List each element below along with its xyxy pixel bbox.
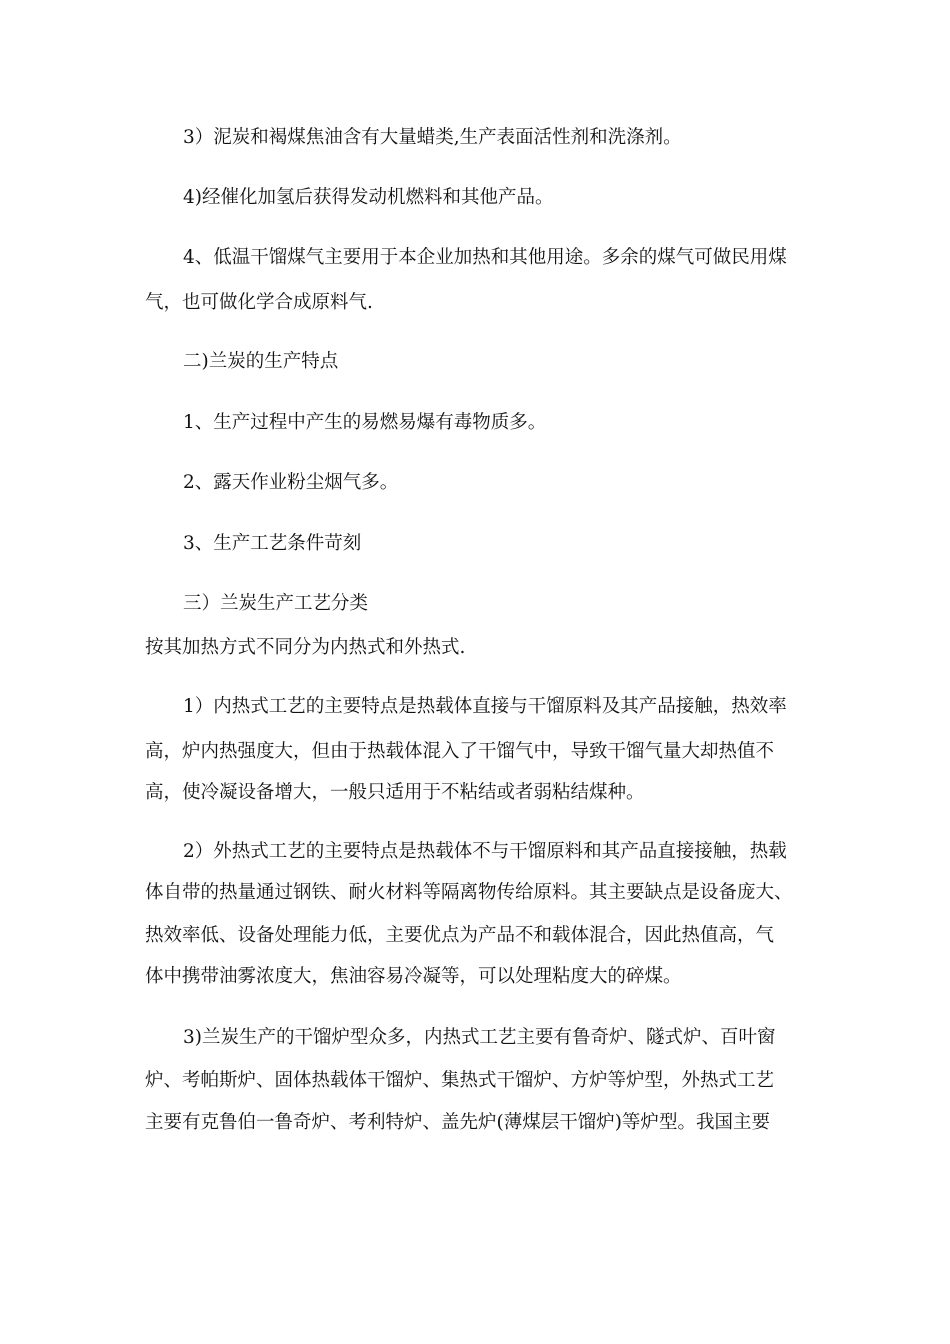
text-line: 高，炉内热强度大，但由于热载体混入了干馏气中，导致干馏气量大却热值不 bbox=[145, 741, 775, 762]
text-line: 3)兰炭生产的干馏炉型众多，内热式工艺主要有鲁奇炉、隧式炉、百叶窗 bbox=[183, 1027, 776, 1048]
text-line: 3、生产工艺条件苛刻 bbox=[183, 533, 362, 554]
text-line: 1、生产过程中产生的易燃易爆有毒物质多。 bbox=[183, 412, 547, 433]
text-line: 体自带的热量通过钢铁、耐火材料等隔离物传给原料。其主要缺点是设备庞大、 bbox=[145, 882, 793, 903]
text-line: 高，使冷凝设备增大，一般只适用于不粘结或者弱粘结煤种。 bbox=[145, 782, 645, 803]
section-heading: 三）兰炭生产工艺分类 bbox=[183, 593, 369, 614]
text-line: 4)经催化加氢后获得发动机燃料和其他产品。 bbox=[183, 187, 554, 208]
text-line: 4、低温干馏煤气主要用于本企业加热和其他用途。多余的煤气可做民用煤 bbox=[183, 247, 787, 268]
text-line: 2、露天作业粉尘烟气多。 bbox=[183, 472, 399, 493]
text-line: 炉、考帕斯炉、固体热载体干馏炉、集热式干馏炉、方炉等炉型，外热式工艺 bbox=[145, 1070, 775, 1091]
text-line: 主要有克鲁伯一鲁奇炉、考利特炉、盖先炉(薄煤层干馏炉)等炉型。我国主要 bbox=[145, 1112, 770, 1133]
text-line: 按其加热方式不同分为内热式和外热式. bbox=[145, 637, 466, 658]
text-line: 气，也可做化学合成原料气. bbox=[145, 292, 373, 313]
text-line: 3）泥炭和褐煤焦油含有大量蜡类,生产表面活性剂和洗涤剂。 bbox=[183, 127, 682, 148]
section-heading: 二)兰炭的生产特点 bbox=[183, 351, 339, 372]
text-line: 2）外热式工艺的主要特点是热载体不与干馏原料和其产品直接接触，热载 bbox=[183, 841, 787, 862]
text-line: 体中携带油雾浓度大，焦油容易冷凝等，可以处理粘度大的碎煤。 bbox=[145, 966, 682, 987]
text-line: 1）内热式工艺的主要特点是热载体直接与干馏原料及其产品接触，热效率 bbox=[183, 696, 787, 717]
text-line: 热效率低、设备处理能力低，主要优点为产品不和载体混合，因此热值高，气 bbox=[145, 925, 775, 946]
